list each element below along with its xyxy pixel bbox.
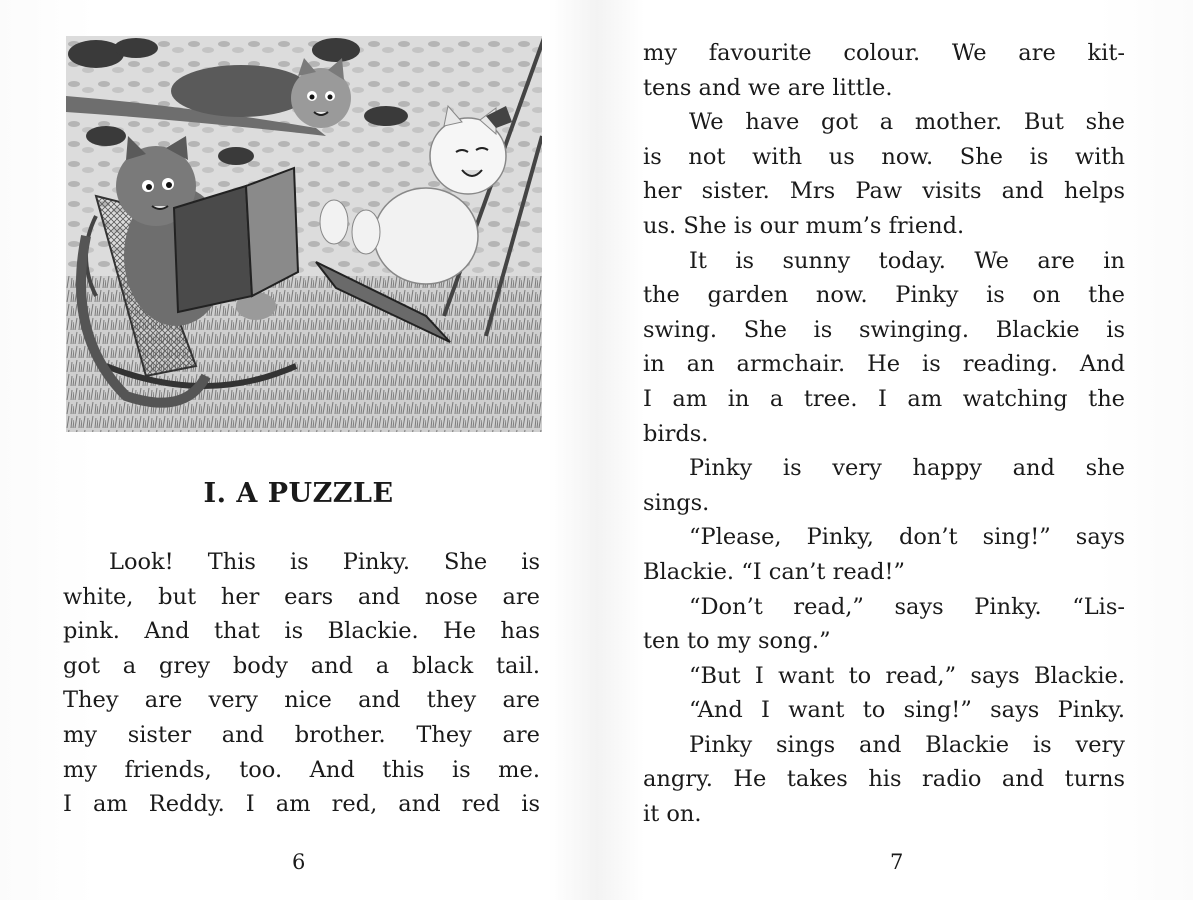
text-line: Blackie. “I can’t read!” [643, 558, 906, 585]
text-line: Look! This is Pinky. She is [109, 549, 540, 575]
text-line: “Please, Pinky, don’t sing!” says [689, 524, 1125, 551]
text-line: sings. [643, 489, 710, 516]
text-line: Pinky is very happy and she [689, 455, 1125, 482]
text-line: I am Reddy. I am red, and red is [63, 791, 540, 818]
text-line: my favourite colour. We are kit- [643, 40, 1125, 66]
right-page-text [643, 36, 1125, 832]
page-number-left: 6 [292, 850, 306, 874]
text-line: It is sunny today. We are in [689, 247, 1125, 274]
text-line: “And I want to sing!” says Pinky. [689, 697, 1125, 724]
text-line: my friends, too. And this is me. [63, 756, 540, 783]
text-line: the garden now. Pinky is on the [643, 282, 1125, 309]
text-line: us. She is our mum’s friend. [643, 212, 965, 239]
text-line: tens and we are little. [643, 74, 893, 101]
text-line: Pinky sings and Blackie is very [689, 731, 1125, 758]
text-line: birds. [643, 420, 709, 447]
text-line: is not with us now. She is with [643, 143, 1125, 170]
text-line: my sister and brother. They are [63, 721, 540, 748]
text-line: They are very nice and they are [63, 687, 540, 714]
text-line: it on. [643, 801, 702, 828]
text-line: in an armchair. He is reading. And [643, 351, 1125, 378]
kittens-illustration [66, 36, 542, 432]
text-line: I am in a tree. I am watching the [643, 385, 1125, 412]
text-line: got a grey body and a black tail. [63, 652, 540, 679]
text-line: her sister. Mrs Paw visits and helps [643, 178, 1125, 205]
page-number-right: 7 [890, 850, 904, 874]
text-line: white, but her ears and nose are [63, 583, 540, 610]
text-line: “But I want to read,” says Blackie. [689, 662, 1125, 689]
chapter-title: I. A PUZZLE [203, 478, 394, 509]
text-line: ten to my song.” [643, 628, 831, 655]
text-line: “Don’t read,” says Pinky. “Lis- [689, 593, 1125, 620]
text-line: swing. She is swinging. Blackie is [643, 316, 1125, 343]
text-line: pink. And that is Blackie. He has [63, 618, 540, 645]
text-line: We have got a mother. But she [689, 109, 1125, 136]
text-line: angry. He takes his radio and turns [643, 766, 1125, 793]
left-page-text [63, 545, 540, 822]
